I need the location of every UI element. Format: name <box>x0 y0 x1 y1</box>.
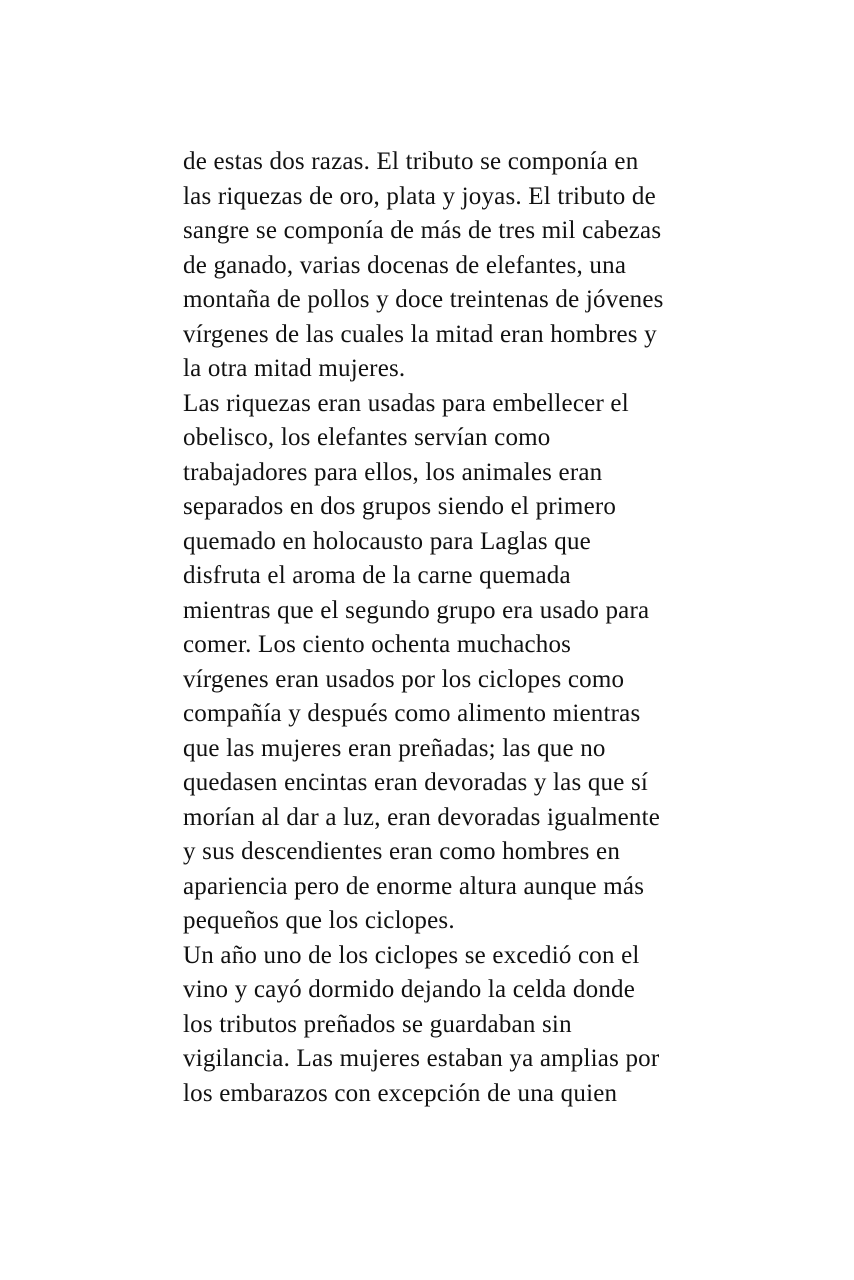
paragraph <box>183 939 694 1112</box>
text-line: pequeños que los ciclopes. <box>183 907 455 934</box>
text-line: de estas dos razas. El tributo se componía en <box>183 148 639 175</box>
text-line: los embarazos con excepción de una quien <box>183 1079 618 1107</box>
text-line: vírgenes eran usados por los ciclopes como <box>183 665 625 693</box>
text-line: morían al dar a luz, eran devoradas igualmente <box>183 803 661 831</box>
text-line: vigilancia. Las mujeres estaban ya amplias por <box>183 1045 660 1072</box>
text-line: vino y cayó dormido dejando la celda donde <box>183 976 636 1003</box>
text-line: apariencia pero de enorme altura aunque más <box>183 872 645 900</box>
text-line: de ganado, varias docenas de elefantes, una <box>183 251 627 279</box>
text-line: comer. Los ciento ochenta muchachos <box>183 631 572 658</box>
text-line: las riquezas de oro, plata y joyas. El tributo de <box>183 182 656 210</box>
text-line: disfruta el aroma de la carne quemada <box>183 562 571 589</box>
text-line: trabajadores para ellos, los animales eran <box>183 458 603 486</box>
text-line: mientras que el segundo grupo era usado para <box>183 596 650 624</box>
text-line: quemado en holocausto para Laglas que <box>183 527 591 555</box>
text-line: Las riquezas eran usadas para embellecer el <box>183 389 629 417</box>
text-line: separados en dos grupos siendo el primero <box>183 493 617 520</box>
text-line: Un año uno de los ciclopes se excedió con el <box>183 941 640 969</box>
paragraph <box>183 145 694 387</box>
text-line: montaña de pollos y doce treintenas de jóvenes <box>183 286 664 313</box>
text-line: la otra mitad mujeres. <box>183 355 406 382</box>
text-line: sangre se componía de más de tres mil cabezas <box>183 217 662 244</box>
text-line: y sus descendientes eran como hombres en <box>183 838 621 865</box>
page-text <box>183 145 694 1111</box>
text-line: los tributos preñados se guardaban sin <box>183 1010 572 1038</box>
paragraph <box>183 387 694 939</box>
text-line: vírgenes de las cuales la mitad eran hombres y <box>183 320 657 348</box>
text-line: quedasen encintas eran devoradas y las que sí <box>183 769 649 796</box>
text-line: que las mujeres eran preñadas; las que no <box>183 734 606 762</box>
text-line: compañía y después como alimento mientras <box>183 700 641 727</box>
text-line: obelisco, los elefantes servían como <box>183 424 551 451</box>
